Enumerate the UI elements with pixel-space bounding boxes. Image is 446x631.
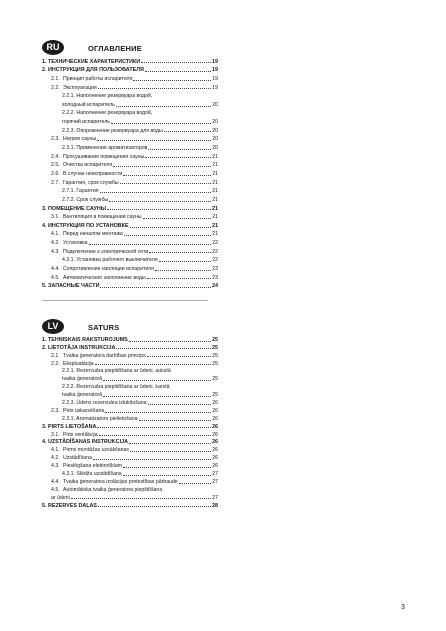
dot-leader [129, 443, 211, 444]
dot-leader [123, 475, 212, 476]
toc-entry-number: 2.5. [51, 162, 60, 169]
toc-entry-page: 20 [212, 127, 218, 134]
toc-entry-number: 3.1. [51, 431, 60, 438]
toc-entry-title: Подключение к электрической сети [63, 248, 149, 255]
toc-entry-title: Uzstādīšana [63, 455, 92, 462]
toc-entry-page: 23 [212, 274, 218, 281]
toc-entry-title: ПОМЕЩЕНИЕ САУНЫ [48, 205, 107, 212]
toc-entry [42, 73, 218, 82]
dot-leader [97, 140, 211, 141]
dot-leader [145, 71, 211, 72]
toc-entry [42, 246, 218, 255]
toc-entry-page: 21 [212, 170, 218, 177]
toc-entry-page: 21 [212, 205, 218, 212]
toc-entry-number: 2. [42, 344, 47, 351]
toc-entry [42, 493, 218, 501]
toc-entry [42, 351, 218, 359]
toc-entry-page: 27 [212, 478, 218, 485]
toc-entry-page: 25 [212, 344, 218, 351]
toc-entry-title: ЗАПАСНЫЕ ЧАСТИ [48, 283, 100, 290]
toc-entry-title: 2.2.3. Опорожнение резервуара для воды [62, 127, 163, 134]
dot-leader [120, 183, 212, 184]
toc-entry-page: 21 [212, 179, 218, 186]
toc-entry-title: 4.3.1. Установка рабочего выключателя [62, 257, 158, 264]
toc-entry-page: 25 [212, 336, 218, 343]
toc-entry-title: Принцип работы испарителя [63, 75, 133, 82]
toc-entry-page: 26 [212, 447, 218, 454]
toc-entry-page: 20 [212, 101, 218, 108]
toc-entry [42, 445, 218, 453]
toc-entry [42, 65, 218, 74]
toc-entry [42, 56, 218, 65]
dot-leader [113, 166, 211, 167]
toc-entry-title: Сопротивление изоляции испарителя [63, 266, 154, 273]
toc-entry-number: 2.2. [51, 84, 60, 91]
toc-entry-title: Tvaika ģeneratora darbības princips [63, 352, 146, 359]
toc-entry-title: 2.2.3. Ūdens rezervuāra iztukšošana [62, 400, 147, 407]
toc-entry [42, 374, 218, 382]
toc-entry-page: 22 [212, 240, 218, 247]
dot-leader [89, 244, 212, 245]
toc-entry-title: Гарантия, срок службы [63, 179, 119, 186]
toc-entry-title: 2.7.1. Гарантия [62, 188, 99, 195]
toc-entry [42, 168, 218, 177]
toc-entry-page: 27 [212, 494, 218, 501]
toc-entry-page: 19 [212, 75, 218, 82]
dot-leader [159, 261, 212, 262]
dot-leader [133, 80, 211, 81]
toc-entry [42, 414, 218, 422]
toc-entry-page: 21 [212, 214, 218, 221]
toc-entry [42, 134, 218, 143]
dot-leader [129, 341, 211, 342]
toc-entry [42, 382, 218, 390]
toc-entry [42, 82, 218, 91]
toc-entry-title: ar ūdeni [51, 494, 70, 501]
dot-leader [100, 192, 212, 193]
toc-entry [42, 186, 218, 195]
toc-entry [42, 108, 218, 117]
toc-entry-number: 4.4. [51, 478, 60, 485]
dot-leader [123, 467, 211, 468]
toc-entry-title: Установка [63, 240, 88, 247]
toc-entry-page: 22 [212, 248, 218, 255]
dot-leader [179, 483, 211, 484]
toc-entry-page: 21 [212, 222, 218, 229]
toc-entry [42, 263, 218, 272]
toc-entry-title: 2.2.1. Наполнение резервуара водой, [62, 93, 153, 100]
toc-entry-number: 2. [42, 67, 47, 74]
toc-entry [42, 272, 218, 281]
toc-entry-title: Automātiska tvaika ģeneratora piepildīšana [63, 486, 163, 493]
lv-toc-list [42, 335, 218, 509]
toc-entry-number: 1. [42, 58, 47, 65]
toc-entry-title: REZERVES DAĻAS [48, 502, 98, 509]
toc-entry [42, 237, 218, 246]
toc-entry-page: 26 [212, 400, 218, 407]
toc-entry-title: 2.3.1. Применение ароматизаторов [62, 145, 148, 152]
toc-entry-page: 26 [212, 455, 218, 462]
dot-leader [111, 123, 211, 124]
toc-entry-page: 26 [212, 423, 218, 430]
toc-entry-page: 27 [212, 471, 218, 478]
toc-entry-page: 28 [212, 502, 218, 509]
dot-leader [124, 235, 211, 236]
toc-entry-number: 3. [42, 205, 47, 212]
toc-entry-title: Pirms montāžas uzsākšanas [63, 447, 130, 454]
toc-entry [42, 160, 218, 169]
dot-leader [149, 252, 211, 253]
ru-toc-heading: ОГЛАВЛЕНИЕ [88, 44, 142, 53]
dot-leader [116, 106, 211, 107]
toc-entry-title: Pirts uzkarsēšana [63, 407, 105, 414]
toc-entry-page: 24 [212, 283, 218, 290]
toc-entry [42, 151, 218, 160]
toc-entry-title: Pieslēgšana elektrotīklam [63, 463, 123, 470]
dot-leader [107, 209, 211, 210]
toc-entry-title: 2.7.2. Срок службы [62, 196, 109, 203]
toc-entry-title: LIETOTĀJA INSTRUKCIJA [48, 344, 116, 351]
toc-entry-title: Эксплуатация [63, 84, 97, 91]
toc-entry-number: 4.3. [51, 248, 60, 255]
toc-entry [42, 469, 218, 477]
toc-entry-number: 4.2. [51, 240, 60, 247]
toc-entry-title: tvaika ģeneratorā [62, 376, 103, 383]
toc-entry-number: 4.1. [51, 231, 60, 238]
toc-entry [42, 398, 218, 406]
toc-entry-title: 4.3.1. Slēdža uzstādīšana [62, 471, 122, 478]
toc-entry [42, 422, 218, 430]
toc-entry-title: ТЕХНИЧЕСКИЕ ХАРАКТЕРИСТИКИ [48, 58, 141, 65]
section-divider [42, 300, 208, 301]
lv-toc-heading: SATURS [88, 323, 120, 332]
toc-entry-number: 2.2. [51, 360, 60, 367]
toc-entry-title: ИНСТРУКЦИЯ ПО УСТАНОВКЕ [48, 222, 129, 229]
toc-entry-title: Очистка испарителя [63, 162, 113, 169]
dot-leader [71, 498, 211, 499]
toc-entry [42, 203, 218, 212]
page-number: 3 [401, 604, 405, 611]
dot-leader [130, 451, 211, 452]
toc-entry-title: ИНСТРУКЦИЯ ДЛЯ ПОЛЬЗОВАТЕЛЯ [48, 67, 144, 74]
toc-entry-page: 21 [212, 196, 218, 203]
toc-entry-number: 2.4. [51, 153, 60, 160]
toc-entry [42, 255, 218, 264]
toc-entry-title: Вентиляция в помещении сауны [63, 214, 142, 221]
toc-entry-page: 20 [212, 119, 218, 126]
toc-entry-title: TEHNISKAIS RAKSTUROJUMS [48, 336, 128, 343]
dot-leader [143, 218, 212, 219]
toc-entry-title: горячий испаритель [62, 119, 110, 126]
toc-entry-page: 26 [212, 439, 218, 446]
toc-entry-number: 1. [42, 336, 47, 343]
toc-entry-page: 21 [212, 188, 218, 195]
toc-entry [42, 281, 218, 290]
toc-entry-number: 2.1. [51, 352, 60, 359]
toc-entry-number: 4.2. [51, 455, 60, 462]
toc-entry-page: 26 [212, 415, 218, 422]
toc-entry-number: 3.1. [51, 214, 60, 221]
dot-leader [103, 396, 211, 397]
toc-entry [42, 485, 218, 493]
toc-entry-title: Pirts ventilācija [63, 431, 98, 438]
toc-entry [42, 343, 218, 351]
dot-leader [139, 420, 212, 421]
toc-entry-title: Нагрев сауны [63, 136, 97, 143]
toc-entry-title: UZSTĀDĪŠANAS INSTRUKCIJA [48, 439, 128, 446]
toc-entry-number: 2.6. [51, 170, 60, 177]
dot-leader [95, 364, 212, 365]
toc-entry-number: 2.1. [51, 75, 60, 82]
toc-entry-page: 19 [212, 58, 218, 65]
toc-entry-title: 2.2.1. Rezervuāra piepildīšana ar ūdeni, aukstā [62, 368, 171, 375]
toc-entry-title: Автоматическое заполнение воды [63, 274, 146, 281]
dot-leader [147, 356, 211, 357]
toc-entry-page: 20 [212, 145, 218, 152]
toc-entry-page: 19 [212, 67, 218, 74]
toc-entry-number: 2.3. [51, 136, 60, 143]
toc-entry-title: 2.2.2. Наполнение резервуара водой, [62, 110, 153, 117]
toc-entry-page: 25 [212, 392, 218, 399]
toc-entry [42, 367, 218, 375]
dot-leader [141, 62, 211, 63]
toc-entry [42, 477, 218, 485]
toc-entry-page: 25 [212, 360, 218, 367]
toc-entry-page: 21 [212, 162, 218, 169]
toc-entry-page: 26 [212, 407, 218, 414]
toc-entry-title: Просушивание помещения сауны [63, 153, 145, 160]
toc-entry [42, 125, 218, 134]
toc-entry-page: 20 [212, 136, 218, 143]
toc-entry-number: 4. [42, 222, 47, 229]
dot-leader [97, 427, 211, 428]
toc-entry [42, 177, 218, 186]
dot-leader [155, 270, 211, 271]
toc-entry [42, 501, 218, 509]
toc-entry [42, 453, 218, 461]
ru-toc-list [42, 56, 218, 289]
toc-entry-page: 25 [212, 376, 218, 383]
toc-entry [42, 91, 218, 100]
toc-entry-title: 2.2.2. Rezervuāra piepildīšana ar ūdeni, karstā [62, 384, 170, 391]
dot-leader [98, 506, 211, 507]
toc-entry-title: В случае неисправности [63, 170, 123, 177]
toc-entry [42, 461, 218, 469]
dot-leader [116, 348, 211, 349]
toc-entry-number: 2.7. [51, 179, 60, 186]
toc-entry [42, 212, 218, 221]
dot-leader [130, 227, 211, 228]
toc-entry [42, 194, 218, 203]
toc-entry-title: Ekspluatācija [63, 360, 94, 367]
toc-entry-number: 5. [42, 283, 47, 290]
toc-entry-page: 22 [212, 257, 218, 264]
toc-entry-number: 4.5. [51, 274, 60, 281]
toc-entry-page: 26 [212, 463, 218, 470]
dot-leader [148, 149, 211, 150]
toc-entry-page: 23 [212, 266, 218, 273]
toc-entry [42, 406, 218, 414]
toc-entry-title: PIRTS LIETOŠANA [48, 423, 97, 430]
toc-entry-page: 25 [212, 352, 218, 359]
dot-leader [100, 287, 211, 288]
toc-entry-title: холодный испаритель [62, 101, 115, 108]
lv-language-badge: LV [42, 319, 64, 334]
toc-entry-number: 5. [42, 502, 47, 509]
dot-leader [103, 380, 211, 381]
toc-entry [42, 335, 218, 343]
toc-entry [42, 390, 218, 398]
toc-entry [42, 430, 218, 438]
toc-entry-number: 4.5. [51, 486, 60, 493]
toc-entry-title: tvaika ģeneratorā [62, 392, 103, 399]
dot-leader [123, 175, 211, 176]
toc-entry-number: 4.1. [51, 447, 60, 454]
toc-entry-number: 3. [42, 423, 47, 430]
toc-entry [42, 229, 218, 238]
toc-entry [42, 220, 218, 229]
toc-entry [42, 99, 218, 108]
toc-entry-number: 4. [42, 439, 47, 446]
dot-leader [93, 459, 211, 460]
dot-leader [145, 157, 211, 158]
dot-leader [99, 435, 212, 436]
toc-entry [42, 116, 218, 125]
dot-leader [164, 131, 212, 132]
dot-leader [98, 88, 212, 89]
toc-entry-number: 4.4. [51, 266, 60, 273]
toc-entry-title: Перед началом монтажа [63, 231, 123, 238]
toc-entry-number: 4.3. [51, 463, 60, 470]
toc-entry [42, 142, 218, 151]
toc-entry-number: 2.3. [51, 407, 60, 414]
dot-leader [148, 404, 212, 405]
dot-leader [109, 201, 211, 202]
toc-entry [42, 438, 218, 446]
toc-entry-title: 2.3.1. Aromatizatoru pielietošana [62, 415, 138, 422]
toc-entry [42, 359, 218, 367]
toc-entry-title: Tvaika ģeneratora izolācijas pretestības pārbaude [63, 478, 178, 485]
ru-language-badge: RU [42, 40, 64, 55]
toc-entry-page: 19 [212, 84, 218, 91]
toc-entry-page: 21 [212, 231, 218, 238]
toc-entry-page: 26 [212, 431, 218, 438]
dot-leader [105, 412, 211, 413]
dot-leader [147, 278, 212, 279]
toc-entry-page: 21 [212, 153, 218, 160]
